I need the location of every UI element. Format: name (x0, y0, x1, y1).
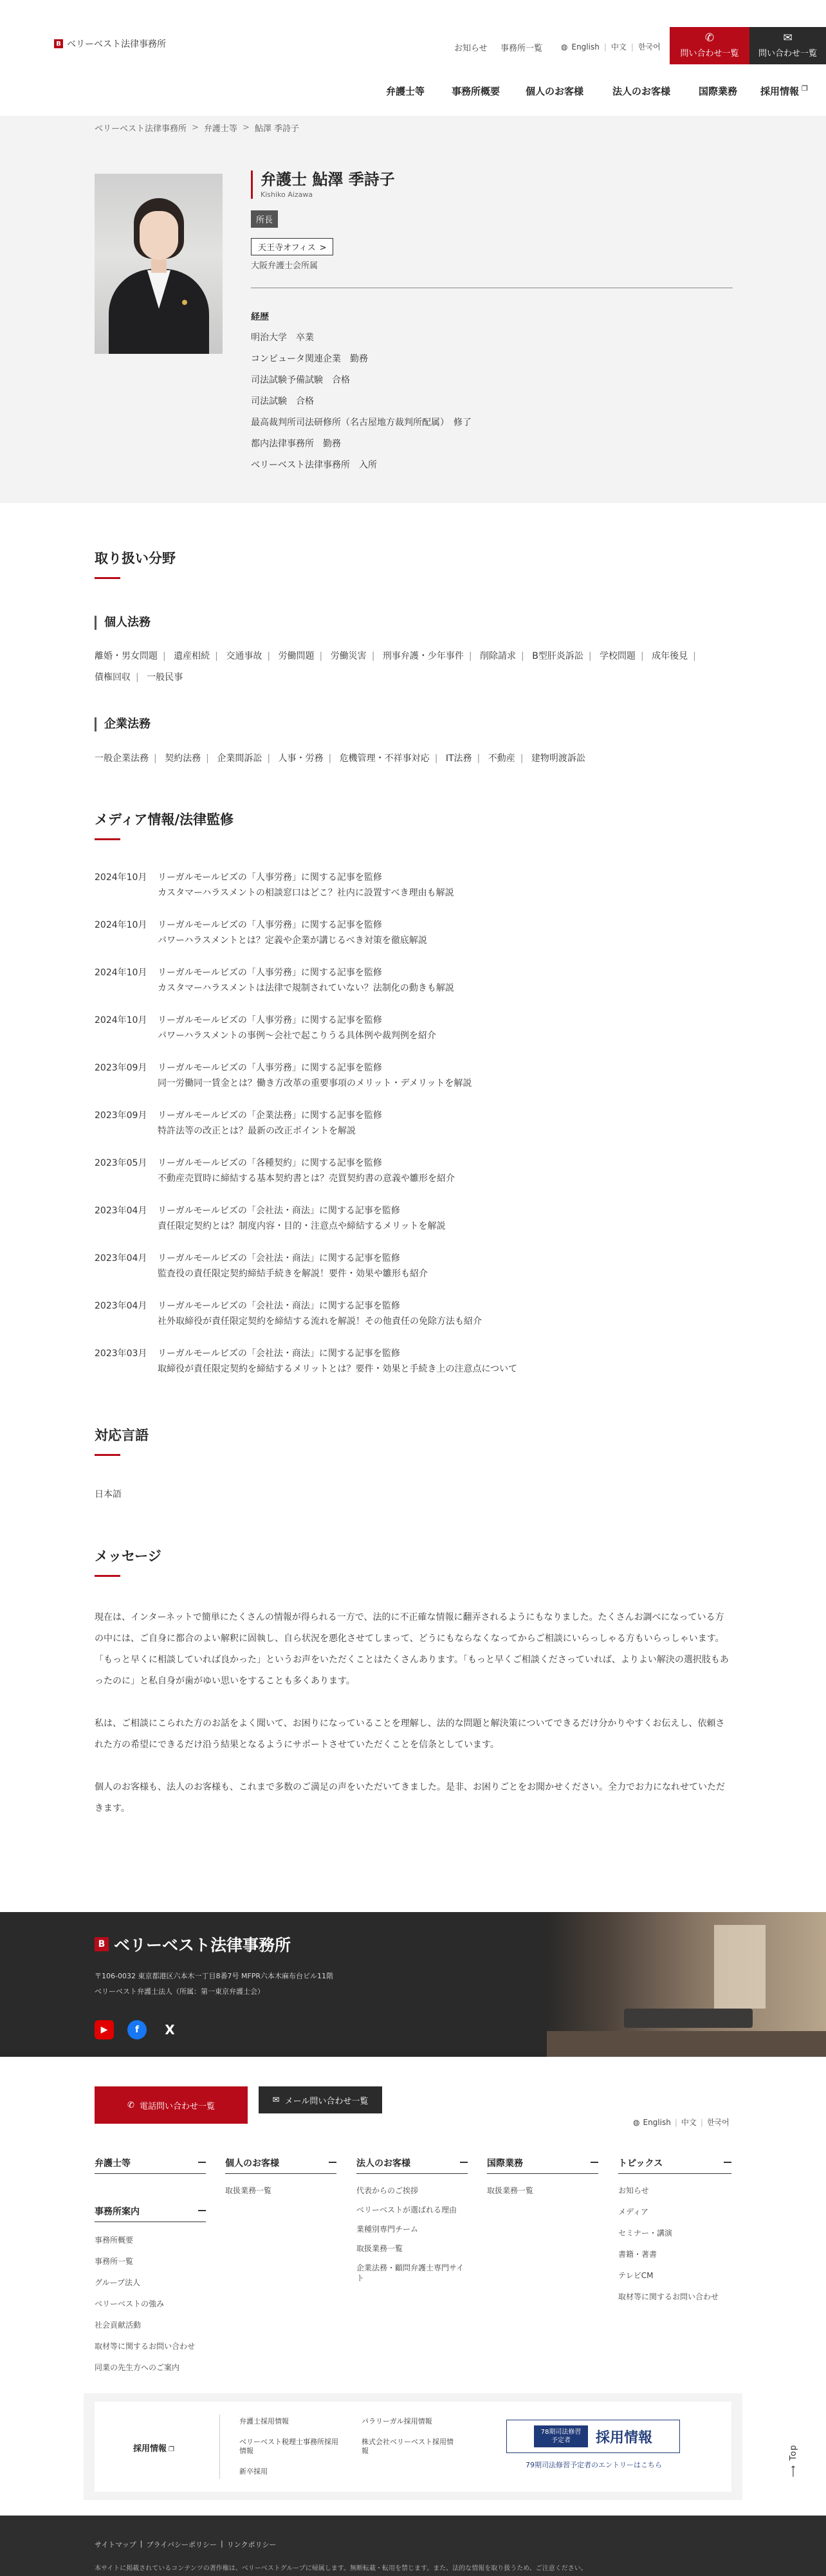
media-line1: リーガルモールビズの「会社法・商法」に関する記事を監修 (158, 1301, 400, 1311)
tel-contact-button[interactable] (670, 27, 749, 64)
footer-col-personal[interactable] (225, 2157, 336, 2174)
footer-logo[interactable] (95, 1933, 291, 1956)
languages-title-rule (95, 1454, 120, 1456)
media-title: メディア情報/法律監修 (95, 812, 234, 827)
media-line1: リーガルモールビズの「人事労務」に関する記事を監修 (158, 1063, 382, 1073)
footer-link[interactable]: 取材等に関するお問い合わせ (618, 2292, 719, 2301)
footer-corporate-links (356, 2180, 468, 2283)
media-date: 2023年09月 (95, 1110, 147, 1121)
sitemap-link[interactable]: サイトマップ (95, 2541, 136, 2549)
tag: 遺産相続 (174, 651, 210, 661)
languages-value: 日本語 (95, 1489, 122, 1500)
office-link-button[interactable] (251, 238, 333, 255)
tag: 人事・労務 (278, 753, 324, 764)
breadcrumb-current: 鮎澤 季詩子 (254, 124, 299, 134)
media-article-link[interactable]: カスタマーハラスメントは法律で規制されていない？法制化の動きも解説 (158, 983, 454, 993)
lang-chinese[interactable]: 中文 (610, 42, 627, 51)
footer-link[interactable]: ベリーベストの強み (95, 2299, 165, 2308)
footer-col-heading: 個人のお客様 (225, 2158, 279, 2169)
breadcrumb-lawyers[interactable]: 弁護士等 (203, 124, 237, 134)
external-link-icon: ❐ (169, 2446, 174, 2453)
nav-personal[interactable]: 個人のお客様 (526, 86, 584, 97)
youtube-icon[interactable]: ▶ (95, 2020, 114, 2039)
media-article-link[interactable]: パワーハラスメントの事例～会社で起こりうる具体例や裁判例を紹介 (158, 1031, 436, 1041)
career-item: 明治大学 卒業 (251, 333, 314, 343)
news-link[interactable]: お知らせ (454, 44, 488, 53)
tag: 交通事故 (226, 651, 262, 661)
footer-link[interactable]: 取扱業務一覧 (487, 2186, 534, 2195)
phone-icon: ✆ (704, 32, 715, 44)
footer-link[interactable]: メディア (618, 2207, 649, 2216)
media-line1: リーガルモールビズの「会社法・商法」に関する記事を監修 (158, 1206, 400, 1216)
media-article-link[interactable]: 同一労働同一賃金とは？働き方改革の重要事項のメリット・デメリットを解説 (158, 1078, 472, 1089)
link-policy-link[interactable]: リンクポリシー (226, 2541, 277, 2549)
career-item: ベリーベスト法律事務所 入所 (251, 460, 377, 470)
media-date: 2024年10月 (95, 968, 147, 978)
media-line1: リーガルモールビズの「会社法・商法」に関する記事を監修 (158, 1348, 400, 1359)
media-line1: リーガルモールビズの「各種契約」に関する記事を監修 (158, 1158, 382, 1168)
bar-association: 大阪弁護士会所属 (251, 261, 318, 271)
language-switcher: ◍ English | 中文 | 한국어 (561, 42, 661, 51)
career-item: 都内法律事務所 勤務 (251, 439, 341, 449)
career-heading: 経歴 (251, 312, 269, 322)
footer-link[interactable]: 取扱業務一覧 (356, 2244, 403, 2253)
tag: 一般企業法務 (95, 753, 149, 764)
media-date: 2023年03月 (95, 1348, 147, 1359)
practice-title: 取り扱い分野 (95, 551, 176, 566)
footer-topics-links (618, 2180, 719, 2308)
privacy-link[interactable]: プライバシーポリシー (146, 2541, 217, 2549)
footer-tel-button[interactable] (95, 2086, 248, 2124)
practice-title-rule (95, 577, 120, 579)
footer-language-switcher: ◍ English | 中文 | 한국어 (633, 2117, 730, 2127)
footer-link[interactable]: 業種別専門チーム (356, 2225, 419, 2234)
message-body (95, 1607, 731, 1841)
lawyer-name: 弁護士 鮎澤 季詩子 (261, 170, 395, 189)
breadcrumb-home[interactable]: ベリーベスト法律事務所 (95, 124, 187, 134)
offices-link[interactable]: 事務所一覧 (500, 44, 543, 53)
lawyer-name-roman: Kishiko Aizawa (261, 190, 313, 199)
footer-col-heading: 国際業務 (487, 2158, 523, 2169)
tag: 学校問題 (599, 651, 636, 661)
media-line1: リーガルモールビズの「会社法・商法」に関する記事を監修 (158, 1253, 400, 1264)
globe-icon: ◍ (633, 2117, 640, 2127)
footer-col-corporate[interactable] (356, 2157, 468, 2174)
footer-tel-label: 電話問い合わせ一覧 (139, 2101, 215, 2111)
footer-link[interactable]: テレビCM (618, 2271, 654, 2280)
name-block (251, 170, 395, 199)
lang-english[interactable]: English (643, 2117, 671, 2127)
corporate-title: 企業法務 (95, 717, 151, 731)
mail-icon: ✉ (783, 32, 793, 44)
tel-contact-label: 問い合わせ一覧 (680, 49, 739, 59)
tag: 建物明渡訴訟 (531, 753, 585, 764)
nav-recruit[interactable] (760, 84, 808, 98)
profile-panel (0, 140, 826, 503)
media-date: 2024年10月 (95, 1015, 147, 1026)
nav-international[interactable]: 国際業務 (699, 86, 738, 97)
message-paragraph: 現在は、インターネットで簡単にたくさんの情報が得られる一方で、法的に不正確な情報に翻弄されるようにもなりました。たくさんお調べになっている方の中には、ご自身に都合のよい解釈に固執し、自ら状況を悪化させてしまって、どうにもならなくなってからご相談にいらっしゃる方もいらっしゃいます。「もっと早くに相談していれば良かった」というお声をいただくことはたくさんあります。「もっと早くご相談くださっていれば、よりよい解決の選択肢もあったのに」と私自身が歯がゆい思いをすることも多くあります。 (95, 1612, 729, 1686)
office-link-label: 天王寺オフィス (258, 243, 316, 253)
lang-chinese[interactable]: 中文 (681, 2118, 697, 2127)
tag: 刑事弁護・少年事件 (382, 651, 464, 661)
recruit-banner-note: 79期司法修習予定者のエントリーはこちら (526, 2461, 662, 2469)
corp-line: ベリーベスト弁護士法人（所属：第一東京弁護士会） (95, 1987, 264, 1996)
tag: 削除請求 (480, 651, 517, 661)
media-date: 2023年09月 (95, 1063, 147, 1073)
media-date: 2023年04月 (95, 1301, 147, 1311)
tag: 契約法務 (165, 753, 201, 764)
recruit-link[interactable]: ベリーベスト税理士事務所採用情報 (239, 2438, 338, 2455)
media-date: 2023年04月 (95, 1206, 147, 1216)
nav-corporate[interactable]: 法人のお客様 (612, 86, 671, 97)
footer-link[interactable]: 企業法務・顧問弁護士専門サイト (356, 2263, 464, 2283)
career-item: 司法試験 合格 (251, 396, 314, 407)
footer-mail-label: メール問い合わせ一覧 (284, 2096, 369, 2106)
tag: B型肝炎訴訟 (532, 651, 583, 661)
footer-mail-button[interactable] (259, 2086, 382, 2113)
tag: 労働問題 (278, 651, 315, 661)
media-article-link[interactable]: 特許法等の改正とは？最新の改正ポイントを解説 (158, 1126, 356, 1136)
copyright-note: 本サイトに掲載されているコンテンツの著作権は、ベリーベストグループに帰属します。無断転載・転用を禁じます。また、法的な情報を取り扱うため、ご注意ください。 (95, 2565, 587, 2572)
external-link-icon: ❐ (802, 84, 808, 93)
tag: IT法務 (445, 753, 472, 764)
message-title: メッセージ (95, 1549, 161, 1564)
footer-link[interactable]: ベリーベストが選ばれる理由 (356, 2205, 457, 2214)
footer-link[interactable]: 代表からのご挨拶 (356, 2186, 419, 2195)
mail-contact-label: 問い合わせ一覧 (758, 49, 817, 59)
globe-icon: ◍ (561, 42, 568, 51)
top-label: Top (789, 2445, 798, 2461)
media-article-link[interactable]: 監査役の責任限定契約締結手続きを解説！要件・効果や雛形も紹介 (158, 1269, 428, 1279)
recruit-banner-tag: 78期司法修習予定者 (534, 2425, 588, 2447)
footer-international-links (487, 2180, 533, 2202)
recruit-link[interactable]: 株式会社ベリーベスト採用情報 (362, 2438, 454, 2455)
recruit-link[interactable]: 新卒採用 (239, 2467, 268, 2476)
media-article-link[interactable]: 不動産売買時に締結する基本契約書とは？売買契約書の意義や雛形を紹介 (158, 1173, 455, 1184)
recruit-divider (219, 2415, 220, 2479)
media-title-rule (95, 838, 120, 840)
recruit-panel (95, 2402, 731, 2492)
footer-link[interactable]: 事務所概要 (95, 2236, 134, 2245)
footer-link[interactable]: 書籍・著書 (618, 2250, 657, 2259)
footer-personal-links (225, 2180, 271, 2202)
mail-contact-button[interactable] (749, 27, 826, 64)
x-icon[interactable]: X (165, 2022, 175, 2038)
message-title-rule (95, 1575, 120, 1577)
tag: 離婚・男女問題 (95, 651, 158, 661)
lang-korean[interactable]: 한국어 (706, 2118, 730, 2127)
career-list (251, 327, 472, 476)
media-line1: リーガルモールビズの「人事労務」に関する記事を監修 (158, 968, 382, 978)
nav-recruit-label: 採用情報 (760, 86, 800, 97)
footer-link[interactable]: 取扱業務一覧 (225, 2186, 272, 2195)
corporate-tags: 一般企業法務 | 契約法務 | 企業間訴訟 | 人事・労務 | 危機管理・不祥事対応 | IT法務 | 不動産 | 建物明渡訴訟 (95, 753, 585, 764)
site-header (0, 0, 826, 106)
top-arrow-icon: ⟶ (789, 2464, 798, 2478)
footer-col-international[interactable] (487, 2157, 598, 2174)
media-line1: リーガルモールビズの「人事労務」に関する記事を監修 (158, 920, 382, 930)
site-logo[interactable] (54, 37, 166, 50)
tag: 不動産 (488, 753, 515, 764)
lang-english[interactable]: English (571, 42, 600, 51)
message-paragraph: 私は、ご相談にこられた方のお話をよく聞いて、お困りになっていることを理解し、法的な問題と解決策についてできるだけ分かりやすくお伝えし、依頼された方の希望にできるだけ沿う結果となるようにサポートさせていただくことを信条としています。 (95, 1718, 725, 1750)
footer-col-heading: 法人のお客様 (356, 2158, 410, 2169)
tag: 企業間訴訟 (217, 753, 262, 764)
recruit-link[interactable]: 弁護士採用情報 (239, 2417, 289, 2425)
media-date: 2024年10月 (95, 920, 147, 930)
mail-icon: ✉ (272, 2095, 280, 2105)
media-article-link[interactable]: 社外取締役が責任限定契約を締結する流れを解説！その他責任の免除方法も紹介 (158, 1316, 482, 1327)
back-to-top-button[interactable] (789, 2445, 798, 2478)
career-item: 最高裁判所司法研修所（名古屋地方裁判所配属） 修了 (251, 418, 472, 428)
recruit-label[interactable] (133, 2442, 174, 2454)
recruit-label-text: 採用情報 (133, 2444, 167, 2454)
footer-logo-mark: B (95, 1937, 109, 1951)
footer-col-topics[interactable] (618, 2157, 731, 2174)
footer-link[interactable]: 社会貢献活動 (95, 2321, 142, 2330)
chevron-right-icon: > (319, 243, 327, 253)
tag: 債権回収 (95, 672, 131, 683)
career-item: 司法試験予備試験 合格 (251, 375, 350, 385)
breadcrumb: ベリーベスト法律事務所 > 弁護士等 > 鮎澤 季詩子 (0, 116, 826, 140)
recruit-link[interactable]: パラリーガル採用情報 (362, 2417, 432, 2425)
footer-link[interactable]: お知らせ (618, 2186, 649, 2195)
nav-lawyers[interactable]: 弁護士等 (386, 86, 425, 97)
media-article-link[interactable]: パワーハラスメントとは？定義や企業が講じるべき対策を徹底解説 (158, 935, 427, 946)
footer-link[interactable]: 同業の先生方へのご案内 (95, 2363, 180, 2372)
tag: 一般民事 (147, 672, 183, 683)
media-line1: リーガルモールビズの「人事労務」に関する記事を監修 (158, 872, 382, 883)
personal-title: 個人法務 (95, 616, 151, 630)
footer-bottom-bar (0, 2516, 826, 2576)
footer-link[interactable]: 事務所一覧 (95, 2257, 134, 2266)
footer-address (95, 1969, 333, 2000)
tag: 成年後見 (652, 651, 688, 661)
logo-text: ベリーベスト法律事務所 (67, 39, 166, 50)
media-line1: リーガルモールビズの「人事労務」に関する記事を監修 (158, 1015, 382, 1026)
media-date: 2023年05月 (95, 1158, 147, 1168)
personal-tags: 離婚・男女問題 | 遺産相続 | 交通事故 | 労働問題 | 労働災害 | 刑事弁護・少年事件 | 削除請求 | B型肝炎訴訟 | 学校問題 | 成年後見 | 債権回収 | 一般民事 (95, 651, 696, 683)
footer-link[interactable]: セミナー・講演 (618, 2229, 673, 2238)
office-interior-image (547, 1912, 826, 2057)
media-date: 2024年10月 (95, 872, 147, 883)
nav-office[interactable]: 事務所概要 (452, 86, 500, 97)
footer-policy-links: サイトマップ | プライバシーポリシー | リンクポリシー (95, 2539, 277, 2549)
footer-col-heading: 弁護士等 (95, 2158, 131, 2169)
media-date: 2023年04月 (95, 1253, 147, 1264)
footer-col-heading: 事務所案内 (95, 2207, 140, 2217)
lawyer-photo (95, 174, 223, 354)
recruit-banner-title: 採用情報 (595, 2429, 652, 2446)
address-line: 〒106-0032 東京都港区六本木一丁目8番7号 MFPR六本木麻布台ビル11階 (95, 1972, 334, 1980)
logo-mark: B (54, 39, 63, 48)
media-article-link[interactable]: 取締役が責任限定契約を締結するメリットとは？要件・効果と手続き上の注意点について (158, 1364, 518, 1374)
media-article-link[interactable]: カスタマーハラスメントの相談窓口はどこ？社内に設置すべき理由も解説 (158, 888, 454, 898)
footer-link[interactable]: 取材等に関するお問い合わせ (95, 2342, 196, 2351)
footer-col-lawyers[interactable] (95, 2157, 206, 2174)
tag: 労働災害 (330, 651, 367, 661)
phone-icon: ✆ (127, 2100, 134, 2110)
media-article-link[interactable]: 責任限定契約とは？制度内容・目的・注意点や締結するメリットを解説 (158, 1221, 446, 1231)
facebook-icon[interactable]: f (127, 2020, 147, 2039)
media-line1: リーガルモールビズの「企業法務」に関する記事を監修 (158, 1110, 382, 1121)
message-paragraph: 個人のお客様も、法人のお客様も、これまで多数のご満足の声をいただいてきました。是非、お困りごとをお聞かせください。全力でお力になれせていただきます。 (95, 1782, 725, 1814)
career-item: コンピュータ関連企業 勤務 (251, 354, 368, 364)
lang-korean[interactable]: 한국어 (638, 42, 661, 51)
footer-logo-text: ベリーベスト法律事務所 (114, 1936, 291, 1955)
footer-office-links (95, 2230, 195, 2378)
tag: 危機管理・不祥事対応 (339, 753, 430, 764)
languages-title: 対応言語 (95, 1428, 149, 1443)
footer-col-office[interactable] (95, 2205, 206, 2222)
footer-link[interactable]: グループ法人 (95, 2278, 141, 2287)
recruit-banner[interactable] (506, 2420, 680, 2453)
footer-col-heading: トピックス (618, 2158, 663, 2169)
role-badge: 所長 (251, 210, 278, 228)
